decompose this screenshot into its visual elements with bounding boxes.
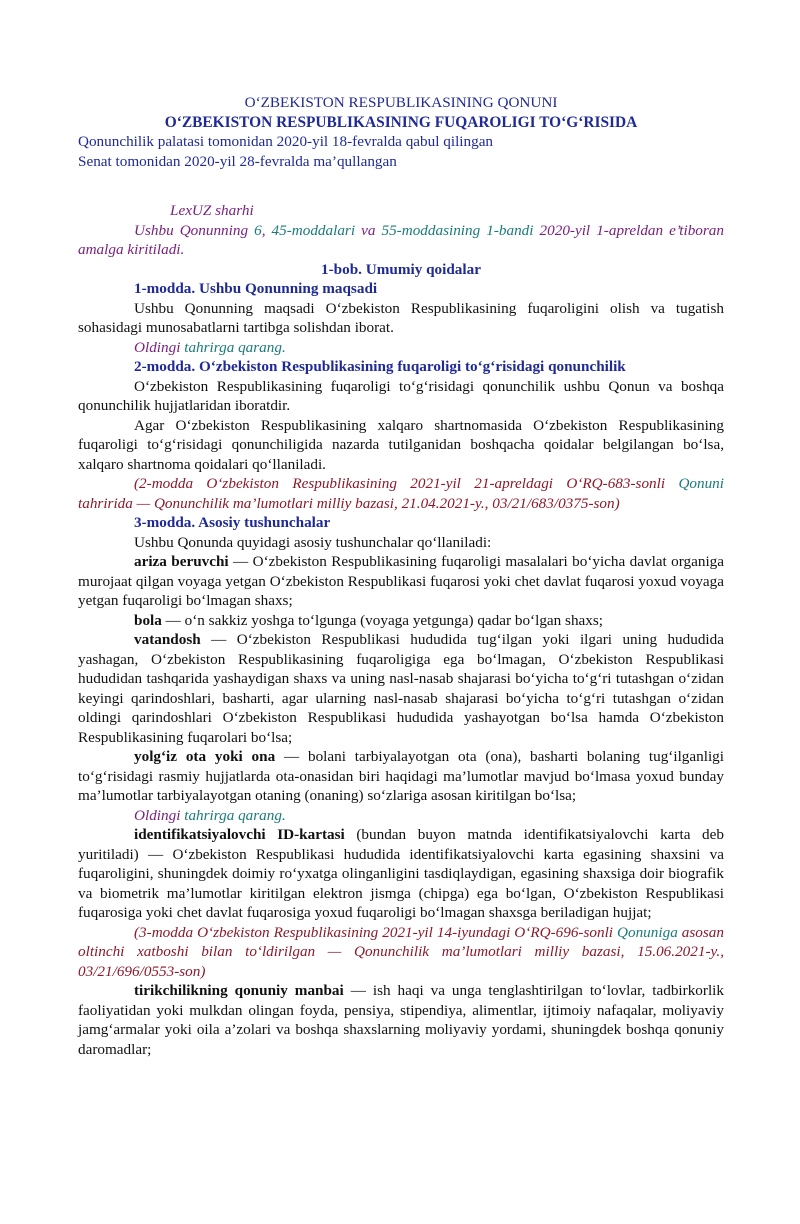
article-1-text: Ushbu Qonunning maqsadi O‘zbekiston Respublikasining fuqaroligini olish va tugatish sohasidagi munosabatlarni tartibga solishdan iborat. bbox=[78, 299, 724, 336]
clause-1-link[interactable]: 1-bandi bbox=[486, 221, 534, 239]
article-2-heading: 2-modda. O‘zbekiston Respublikasining fuqaroligi to‘g‘risidagi qonunchilik bbox=[134, 358, 626, 375]
article-3-heading: 3-modda. Asosiy tushunchalar bbox=[134, 514, 331, 531]
document-page bbox=[0, 93, 800, 1224]
lexuz-comment-label: LexUZ sharhi bbox=[170, 202, 254, 219]
previous-edition-link[interactable]: Oldingi tahrirga qarang. bbox=[134, 338, 286, 356]
chapter-1-heading: 1-bob. Umumiy qoidalar bbox=[321, 260, 481, 278]
definition-legal-income: tirikchilikning qonuniy manbai — ish haqi va unga tenglashtirilgan to‘lovlar, tadbirkorlik faoliyatidan yoki mulkdan olingan foyda, pensiya, stipendiya, alimentlar, ijtimoiy nafaqalar, moliyaviy jamg‘armalar yoki oila a’zolari va boshqa shaxslarning moliyaviy yordami, shuningdek boshqa qonuniy daromadlar; bbox=[78, 982, 724, 1058]
article-2-text-1: O‘zbekiston Respublikasining fuqaroligi to‘g‘risidagi qonunchilik ushbu Qonun va boshqa qonunchilik hujjatlaridan iboratdir. bbox=[78, 377, 724, 414]
definition-applicant: ariza beruvchi — O‘zbekiston Respublikasining fuqaroligi masalalari bo‘yicha davlat organiga murojaat qilgan voyaga yetgan O‘zbekiston Respublikasi fuqarosi yoki chet davlat fuqarosi yoxud voyaga yetgan fuqaroligi bo‘lmagan shaxs; bbox=[78, 553, 724, 609]
law-type: O‘ZBEKISTON RESPUBLIKASINING QONUNI bbox=[244, 94, 558, 111]
lexuz-comment-note: Ushbu Qonunning 6, 45-moddalari va 55-moddasining 1-bandi 2020-yil 1-apreldan e’tiboran amalga kiritiladi. bbox=[78, 221, 724, 258]
article-6-link[interactable]: 6 bbox=[254, 221, 262, 239]
law-683-link[interactable]: Qonuni bbox=[678, 475, 724, 492]
law-696-link[interactable]: Qonuniga bbox=[617, 923, 678, 941]
article-1-heading: 1-modda. Ushbu Qonunning maqsadi bbox=[134, 280, 378, 297]
approval-line: Senat tomonidan 2020-yil 28-fevralda ma’qullangan bbox=[78, 152, 397, 170]
definition-single-parent: yolg‘iz ota yoki ona — bolani tarbiyalayotgan ota (ona), basharti bolaning tug‘ilganligi to‘g‘risidagi rasmiy hujjatlarda ota-onasidan biri haqidagi ma’lumotlar mavjud bo‘lmasa yoxud bunday ma’lumotlar tarbiyalayotgan otaning (onaning) so‘zlariga asosan kiritilgan bo‘lsa; bbox=[78, 748, 724, 804]
article-2-amendment-note: (2-modda O‘zbekiston Respublikasining 2021-yil 21-apreldagi O‘RQ-683-sonli Qonuni tahririda — Qonunchilik ma’lumotlari milliy bazasi, 21.04.2021-y., 03/21/683/0375-son) bbox=[78, 475, 724, 512]
article-45-link[interactable]: 45-moddalari bbox=[271, 221, 356, 239]
definition-compatriot: vatandosh — O‘zbekiston Respublikasi hududida tug‘ilgan yoki ilgari uning hududida yashagan, O‘zbekiston Respublikasining fuqaroligiga ega bo‘lmagan, O‘zbekiston Respublikasi hududidan tashqarida yashaydigan shaxs va uning nasl-nasab shajarasi bo‘yicha to‘g‘ri tutashgan o‘zidan keyingi qarindoshlari, basharti, agar ularning nasl-nasab shajarasi bo‘yicha to‘g‘ri tutashgan o‘zidan oldingi qarindoshlari O‘zbekiston Respublikasi hududida yashayotgan bo‘lsa hamda O‘zbekiston Respublikasining fuqarolari bo‘lsa; bbox=[78, 631, 724, 746]
article-3-intro: Ushbu Qonunda quyidagi asosiy tushunchalar qo‘llaniladi: bbox=[134, 533, 492, 551]
definition-id-card: identifikatsiyalovchi ID-kartasi (bundan buyon matnda identifikatsiyalovchi karta deb yuritiladi) — O‘zbekiston Respublikasi hududida identifikatsiyalovchi karta egasining shaxsini va fuqaroligini, shuningdek doimiy ro‘yxatga olinganligini tasdiqlaydigan, egasining shaxsiga doir biografik va biometrik ma’lumotlar kiritilgan elektron jismga (chipga) ega bo‘lgan, O‘zbekiston Respublikasi fuqarosiga yoki chet davlat fuqarosiga yoxud fuqaroligi bo‘lmagan shaxsga beriladigan hujjat; bbox=[78, 826, 724, 921]
adoption-line: Qonunchilik palatasi tomonidan 2020-yil 18-fevralda qabul qilingan bbox=[78, 133, 494, 150]
article-55-link[interactable]: 55-moddasining bbox=[381, 221, 481, 239]
definition-child: bola — o‘n sakkiz yoshga to‘lgunga (voyaga yetgunga) qadar bo‘lgan shaxs; bbox=[134, 611, 604, 629]
previous-edition-link-2[interactable]: Oldingi tahrirga qarang. bbox=[134, 806, 286, 824]
law-title: O‘ZBEKISTON RESPUBLIKASINING FUQAROLIGI TO‘G‘RISIDA bbox=[164, 113, 638, 131]
article-3-amendment-note: (3-modda O‘zbekiston Respublikasining 2021-yil 14-iyundagi O‘RQ-696-sonli Qonuniga asosan oltinchi xatboshi bilan to‘ldirilgan — Qonunchilik ma’lumotlari milliy bazasi, 15.06.2021-y., 03/21/696/0553-son) bbox=[78, 923, 724, 980]
article-2-text-2: Agar O‘zbekiston Respublikasining xalqaro shartnomasida O‘zbekiston Respublikasining fuqaroligi to‘g‘risidagi qonunchiligida nazarda tutilganidan boshqacha qoidalar belgilangan bo‘lsa, xalqaro shartnoma qoidalari qo‘llaniladi. bbox=[78, 416, 724, 473]
